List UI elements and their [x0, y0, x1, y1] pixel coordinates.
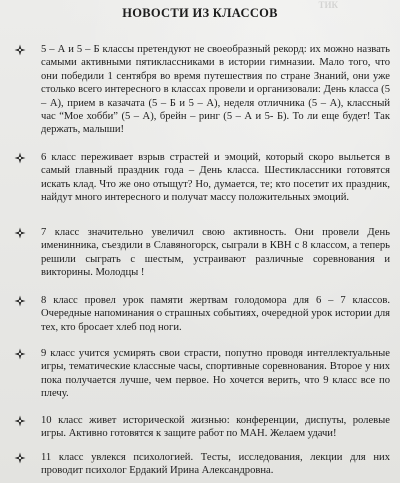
diamond-bullet-icon [14, 295, 26, 307]
news-item-text: 8 класс провел урок памяти жертвам голодомора для 6 – 7 классов. Очередные напоминания о страшных событиях, очередной урок истории для тех, кто бросает хлеб под ноги. [41, 295, 390, 333]
diamond-bullet-icon [14, 415, 26, 427]
news-item-text: 7 класс значительно увеличил свою активность. Они провели День именинника, съездили в Славяногорск, сыграли в КВН с 8 классом, а теперь решили сыграть с шестым, устраивают различные соревнования и викторины. Молодцы ! [41, 227, 390, 279]
news-item-text: 5 – А и 5 – Б классы претендуют не своеобразный рекорд: их можно назвать самыми активными пятиклассниками в истории гимназии. Мало того, что они победили 1 сентября во время путешествия по стране Знаний, они уже столько всего интересного в классах провели и организовали: День класса (5 – А), прием в казачата (5 – Б и 5 – А), неделя отличника (5 – А), классный час “Мое хобби” (5 – А), брейн – ринг (5 – А и 5- Б). То ли еще будет! Так держать, малыши! [41, 44, 390, 136]
diamond-bullet-icon [14, 348, 26, 360]
diamond-bullet-icon [14, 152, 26, 164]
news-item-text: 11 класс увлекся психологией. Тесты, исследования, лекции для них проводит психолог Ердакий Ирина Александровна. [41, 452, 390, 477]
page-title: НОВОСТИ ИЗ КЛАССОВ [122, 6, 278, 20]
bleed-through-text: ТИК [318, 0, 338, 10]
news-item-text: 9 класс учится усмирять свои страсти, попутно проводя интеллектуальные игры, тематические классные часы, спортивные соревнования. Второе у них пока получается лучше, чем первое. Но хочется верить, что 9 класс все по плечу. [41, 348, 390, 400]
news-item-text: 6 класс переживает взрыв страстей и эмоций, который скоро выльется в самый главный праздник года – День класса. Шестиклассники готовятся искать клад. Что же оно отыщут? Но, думается, те; кто посетит их праздник, найдут много интересного и получат массу положительных эмоций. [41, 152, 390, 204]
diamond-bullet-icon [14, 44, 26, 56]
diamond-bullet-icon [14, 452, 26, 464]
news-item-text: 10 класс живет исторической жизнью: конференции, диспуты, ролевые игры. Активно готовятся к защите работ по МАН. Желаем удачи! [41, 415, 390, 440]
diamond-bullet-icon [14, 227, 26, 239]
